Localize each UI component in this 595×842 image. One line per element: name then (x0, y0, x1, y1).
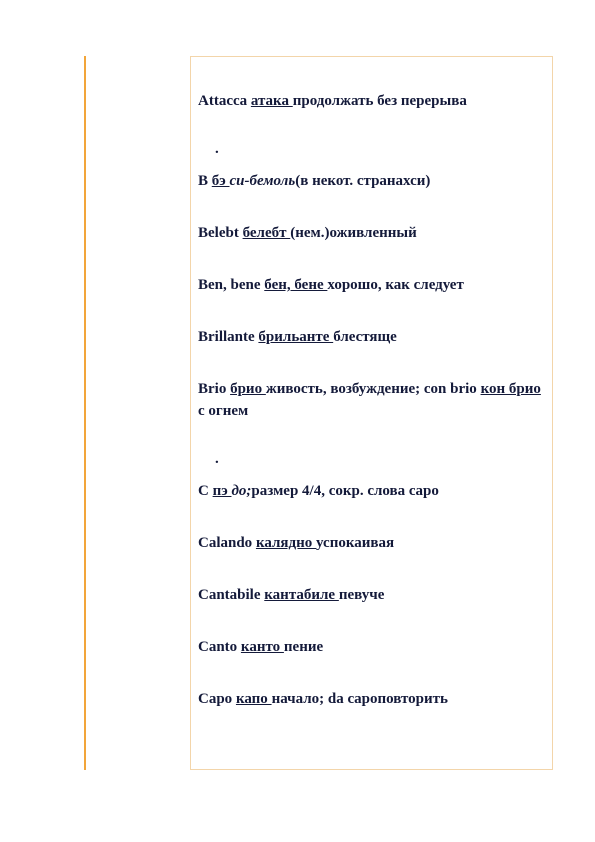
definition: (нем.)оживленный (290, 225, 417, 241)
pronunciation[interactable]: бэ (211, 173, 230, 189)
term: В (198, 173, 209, 189)
glossary-entry-attacca (198, 90, 548, 112)
glossary-entry-belebt (198, 222, 548, 244)
pronunciation-secondary[interactable]: кон брио (480, 381, 541, 397)
glossary-entry-capo (198, 688, 548, 710)
definition: продолжать без перерыва (292, 93, 467, 109)
definition: живость, возбуждение; con brio (265, 381, 477, 397)
definition-secondary: с огнем (198, 403, 249, 419)
term: Belebt (198, 225, 239, 241)
pronunciation[interactable]: атака (250, 93, 293, 109)
term: Brio (198, 381, 227, 397)
definition: хорошо, как следует (327, 277, 464, 293)
pronunciation[interactable]: капо (235, 691, 272, 707)
definition: успокаивая (316, 535, 395, 551)
definition: (в некот. странахси) (295, 173, 431, 189)
pronunciation[interactable]: белебт (242, 225, 291, 241)
glossary-entry-cantabile (198, 584, 548, 606)
glossary-entry-canto (198, 636, 548, 658)
pronunciation[interactable]: брио (230, 381, 266, 397)
left-margin-rule (84, 56, 86, 770)
definition: певуче (338, 587, 385, 603)
term: Capo (198, 691, 233, 707)
term: Calando (198, 535, 253, 551)
term: Canto (198, 639, 238, 655)
term: Cantabile (198, 587, 261, 603)
pronunciation[interactable]: пэ (212, 483, 232, 499)
definition: пение (283, 639, 324, 655)
definition: блестяще (333, 329, 397, 345)
pronunciation[interactable]: кантабиле (264, 587, 339, 603)
italic-note: си-бемоль (229, 173, 296, 189)
glossary-entry-brio (198, 378, 548, 422)
pronunciation[interactable]: канто (240, 639, 284, 655)
term: Ben, bene (198, 277, 261, 293)
glossary-entry-b (198, 170, 548, 192)
separator-dot: . (215, 141, 219, 157)
definition: начало; da capoповторить (271, 691, 448, 707)
pronunciation[interactable]: брильанте (258, 329, 334, 345)
term: Brillante (198, 329, 255, 345)
glossary-list (198, 90, 548, 740)
glossary-entry-calando (198, 532, 548, 554)
glossary-entry-bene (198, 274, 548, 296)
italic-note: до; (231, 483, 252, 499)
glossary-entry-brillante (198, 326, 548, 348)
definition: размер 4/4, сокр. слова capo (251, 483, 439, 499)
pronunciation[interactable]: калядно (255, 535, 316, 551)
glossary-entry-c (198, 480, 548, 502)
separator-dot: . (215, 451, 219, 467)
term: Attacca (198, 93, 248, 109)
pronunciation[interactable]: бен, бене (264, 277, 328, 293)
term: С (198, 483, 209, 499)
